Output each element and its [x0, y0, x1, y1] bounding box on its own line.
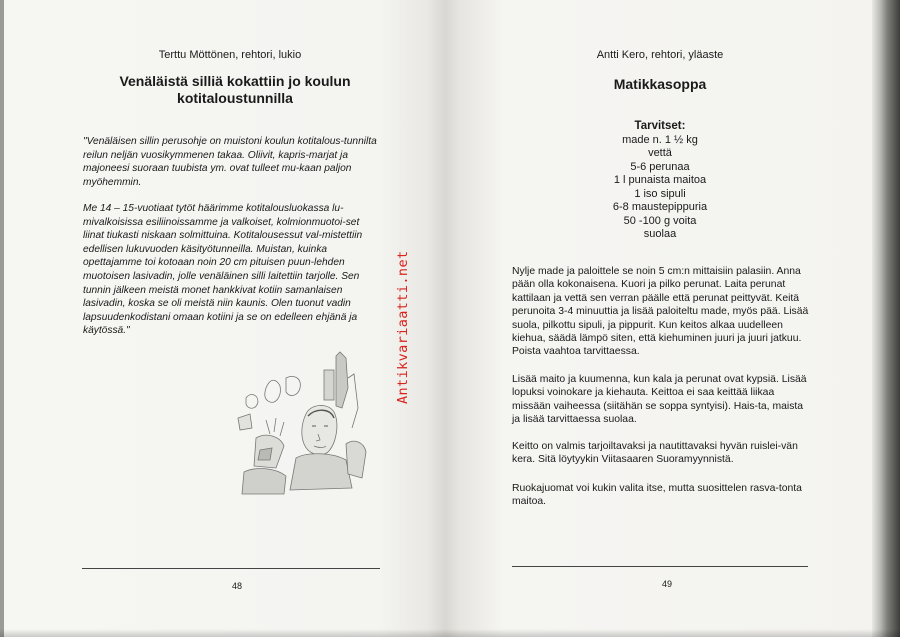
left-page-edge	[0, 0, 4, 637]
ingredient-item: vettä	[648, 147, 672, 159]
right-footer-rule	[512, 566, 808, 567]
method-paragraph-1: Nylje made ja paloittele se noin 5 cm:n mittaisiin palasiin. Anna pään olla kokonaisena. Kuori ja pilko perunat. Laita perunat kattilaan ja vettä sen verran päälle että perunat peittyvät. Keitä perunoita 3-4 minuuttia ja lisää paloiteltu made, myös pää. Lisää suola, pilkottu sipuli, ja pippurit. Kun keitos alkaa uudelleen kiehua, säädä lämpö siten, että kiehuminen juuri ja juuri jatkuu. Poista vaahtoa tarvittaessa.	[512, 266, 809, 358]
right-page-number: 49	[662, 579, 673, 589]
quote-paragraph-2: Me 14 – 15-vuotiaat tytöt häärimme kotitalousluokassa lu-mivalkoisissa esiliinoissamme ja valkoiset, kolmionmuotoi-set liinat tiukasti niskaan solmittuina. Kotitalousessut val-mistettiin edellisen lukuvuoden käsityötunneilla. Muistan, kuinka opettajamme toi kotoaan noin 20 cm pituisen puun-lehden muotoisen lasivadin, jolle venäläinen silli laitettiin tarjolle. Sen tunnin jälkeen meistä monet hankkivat kotiin samanlaisen lasivadin, koska se oli meistä niin kaunis. Olen tuonut vadin lapsuudenkodistani omaan kotiini ja se on edelleen ehjänä ja käytössä."	[83, 203, 363, 337]
needs-heading: Tarvitset:	[634, 120, 686, 132]
ingredient-item: made n. 1 ½ kg	[622, 133, 698, 146]
ingredient-item: 6-8 maustepippuria	[612, 201, 708, 213]
left-title-line2: kotitaloustunnilla	[177, 90, 293, 106]
ingredient-item: 1 iso sipuli	[634, 187, 686, 200]
ingredient-item: 1 l punaista maitoa	[613, 174, 707, 186]
serving-paragraph: Keitto on valmis tarjoiltavaksi ja nautittavaksi hyvän ruislei-vän kera. Sitä löytyykin Viitasaaren Suoramyynnistä.	[512, 441, 798, 466]
right-page	[480, 0, 840, 637]
left-footer-rule	[82, 568, 380, 569]
left-author: Terttu Möttönen, rehtori, lukio	[158, 49, 302, 61]
watermark	[392, 236, 414, 404]
right-author: Antti Kero, rehtori, yläaste	[596, 49, 724, 61]
ingredient-item: suolaa	[643, 228, 677, 240]
sketch-illustration	[236, 348, 376, 498]
left-page-number: 48	[232, 581, 243, 591]
ingredient-list	[480, 120, 840, 242]
left-page	[60, 0, 400, 637]
method-paragraph-2: Lisää maito ja kuumenna, kun kala ja perunat ovat kypsiä. Lisää lopuksi voinokare ja kiehauta. Keittoa ei saa keittää liikaa missään vaiheessa (siitähän se soppa syntyisi). Hais-ta, maista ja lisää tarvittaessa suolaa.	[512, 374, 807, 426]
left-title-line1: Venäläistä silliä kokattiin jo koulun	[119, 73, 351, 89]
left-title	[70, 73, 400, 107]
drinks-paragraph: Ruokajuomat voi kukin valita itse, mutta suosittelen rasva-tonta maitoa.	[512, 483, 802, 508]
ingredient-item: 50 -100 g voita	[623, 214, 697, 227]
quote-paragraph-1: "Venäläisen sillin perusohje on muistoni koulun kotitalous-tunnilta reilun neljän vuosikymmenen takaa. Oliivit, kapris-marjat ja majoneesi suoraan tuubista ym. ovat tulleet mu-kaan paljon myöhemmin.	[83, 136, 377, 188]
right-title: Matikkasoppa	[613, 76, 707, 92]
right-page-edge	[872, 0, 900, 637]
watermark-text: Antikvariaatti.net	[395, 250, 411, 404]
ingredient-item: 5-6 perunaa	[630, 160, 690, 173]
bottom-shadow	[0, 629, 900, 637]
